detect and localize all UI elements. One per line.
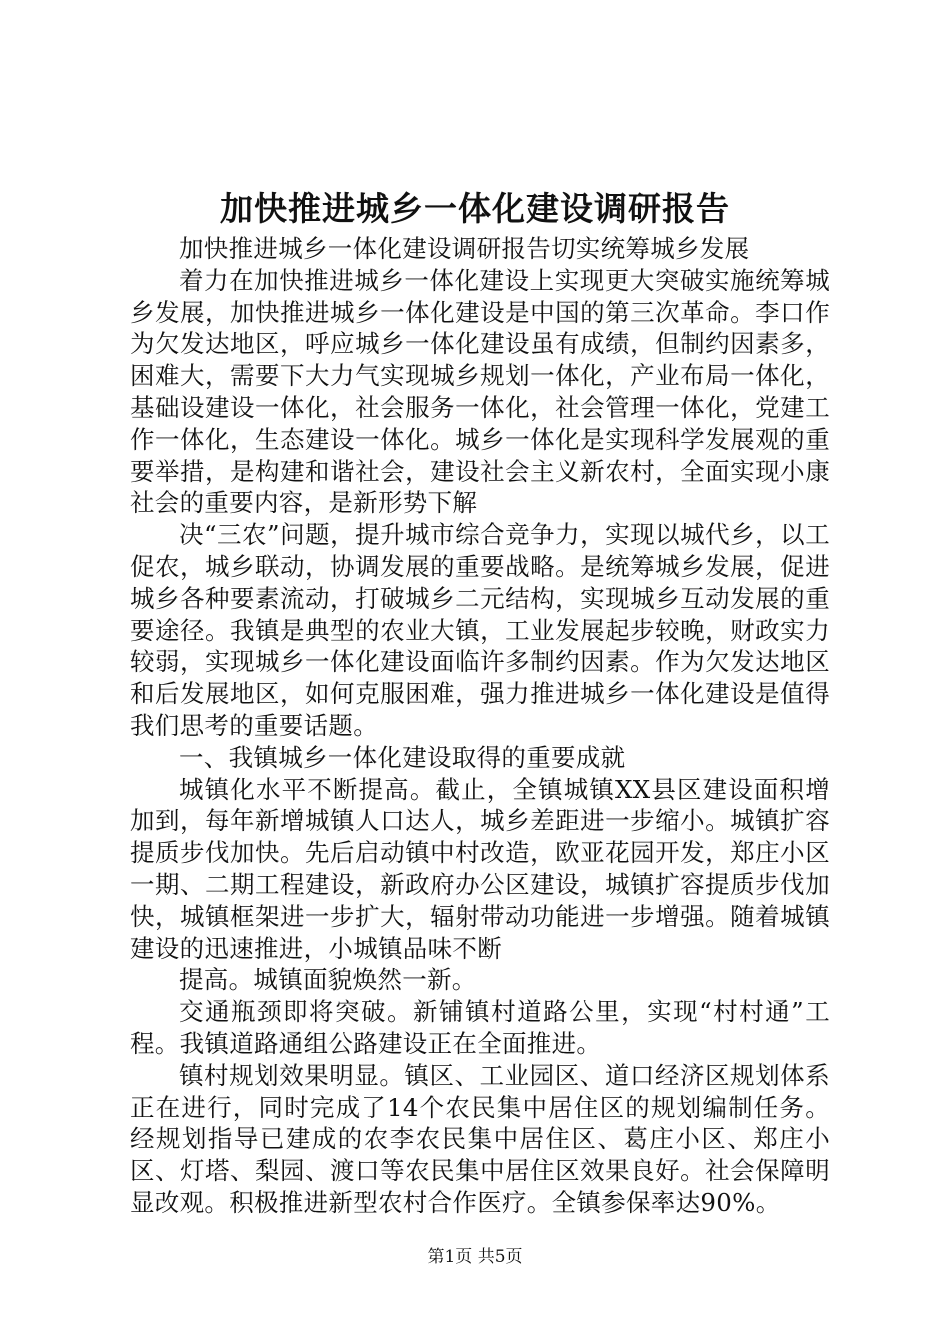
paragraph-7: 镇村规划效果明显。镇区、工业园区、道口经济区规划体系正在进行，同时完成了14个农民集中居住区的规划编制任务。经规划指导已建成的农李农民集中居住区、葛庄小区、郑庄小区、灯塔、梨园、渡口等农民集中居住区效果良好。社会保障明显改观。积极推进新型农村合作医疗。全镇参保率达90%。 bbox=[130, 1060, 830, 1217]
page-footer: 第1页 共5页 bbox=[427, 1247, 523, 1267]
document-body bbox=[130, 233, 830, 1219]
paragraph-3: 决“三农”问题，提升城市综合竞争力，实现以城代乡，以工促农，城乡联动，协调发展的重要战略。是统筹城乡发展，促进城乡各种要素流动，打破城乡二元结构，实现城乡互动发展的重要途径。我镇是典型的农业大镇，工业发展起步较晚，财政实力较弱，实现城乡一体化建设面临许多制约因素。作为欠发达地区和后发展地区，如何克服困难，强力推进城乡一体化建设是值得我们思考的重要话题。 bbox=[130, 520, 830, 740]
paragraph-1: 加快推进城乡一体化建设调研报告切实统筹城乡发展 bbox=[179, 234, 750, 263]
paragraph-5: 提高。城镇面貌焕然一新。 bbox=[179, 965, 477, 995]
paragraph-6: 交通瓶颈即将突破。新铺镇村道路公里，实现“村村通”工程。我镇道路通组公路建设正在全面推进。 bbox=[130, 997, 830, 1058]
document-title: 加快推进城乡一体化建设调研报告 bbox=[220, 189, 730, 228]
section-heading-1: 一、我镇城乡一体化建设取得的重要成就 bbox=[179, 742, 626, 772]
paragraph-2: 着力在加快推进城乡一体化建设上实现更大突破实施统筹城乡发展，加快推进城乡一体化建设是中国的第三次革命。李口作为欠发达地区，呼应城乡一体化建设虽有成绩，但制约因素多，困难大，需要下大力气实现城乡规划一体化，产业布局一体化，基础设建设一体化，社会服务一体化，社会管理一体化，党建工作一体化，生态建设一体化。城乡一体化是实现科学发展观的重要举措，是构建和谐社会，建设社会主义新农村，全面实现小康社会的重要内容，是新形势下解 bbox=[130, 265, 830, 518]
paragraph-4: 城镇化水平不断提高。截止，全镇城镇XX县区建设面积增加到，每年新增城镇人口达人，城乡差距进一步缩小。城镇扩容提质步伐加快。先后启动镇中村改造，欧亚花园开发，郑庄小区一期、二期工程建设，新政府办公区建设，城镇扩容提质步伐加快，城镇框架进一步扩大，辐射带动功能进一步增强。随着城镇建设的迅速推进，小城镇品味不断 bbox=[130, 774, 830, 963]
